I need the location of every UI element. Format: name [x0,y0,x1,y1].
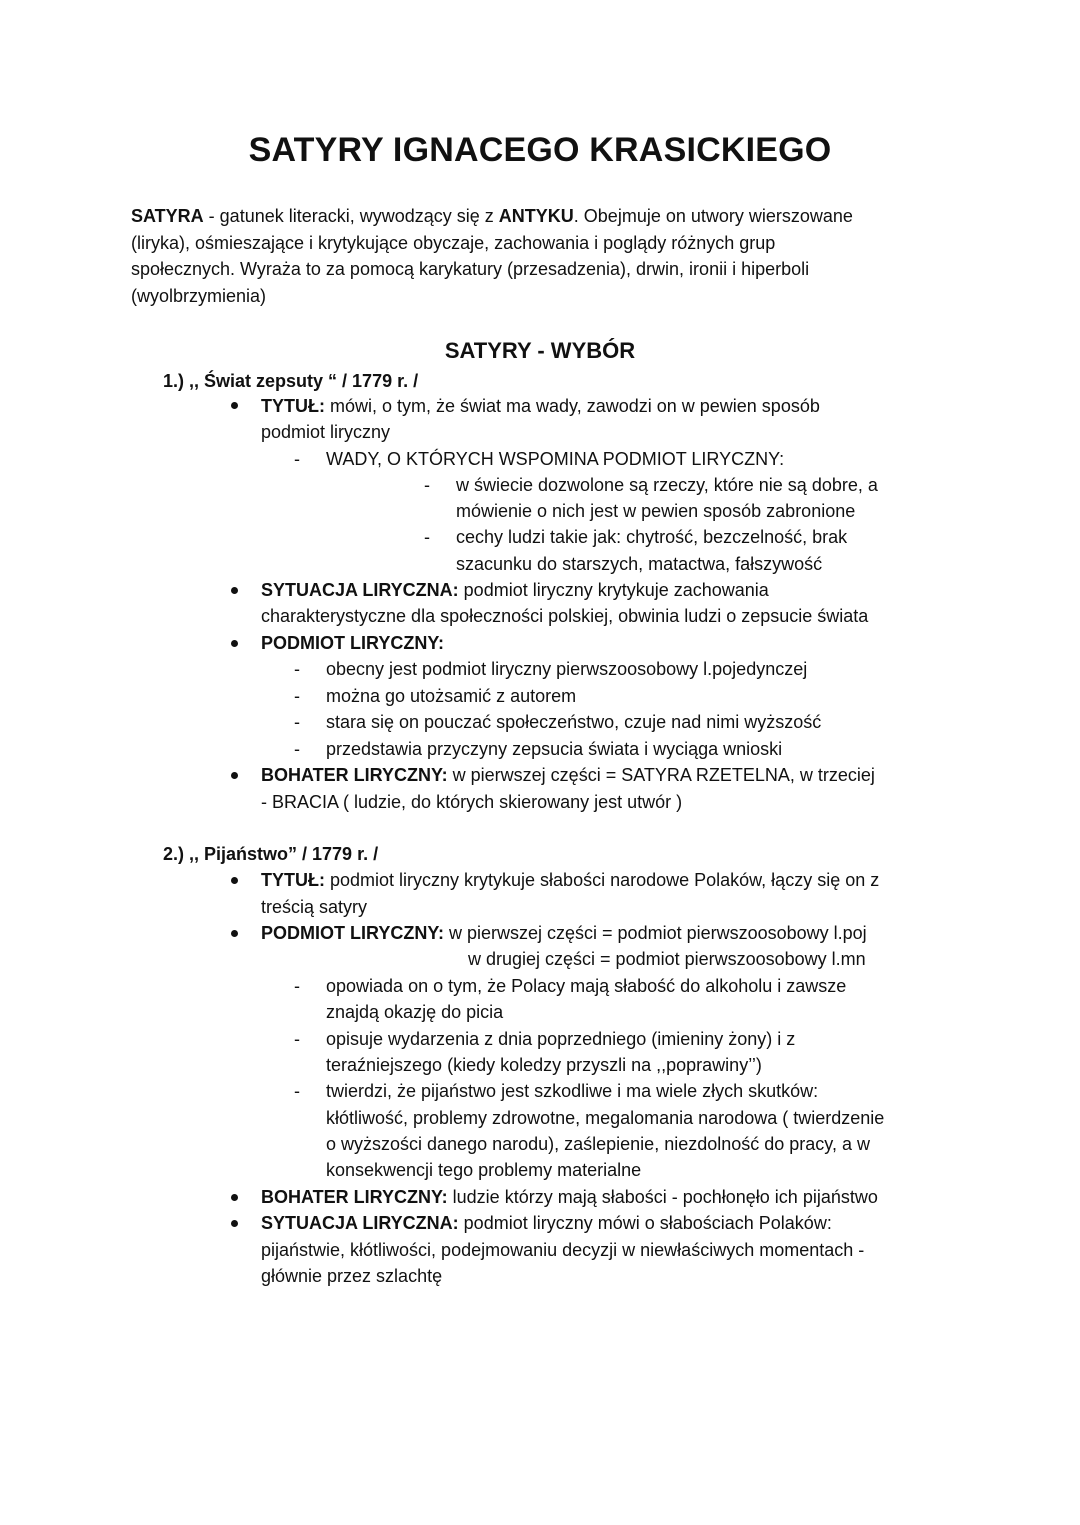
s2-podmiot-item-1-line-1: opowiada on o tym, że Polacy mają słabość do alkoholu i zawsze [326,976,847,996]
s2-tytul-label: TYTUŁ: [261,870,325,890]
s2-podmiot-item-2-line-1: opisuje wydarzenia z dnia poprzedniego (imieniny żony) i z [326,1029,796,1049]
s1-sytuacja-line-2: charakterystyczne dla społeczności polskiej, obwinia ludzi o zepsucie świata [261,606,869,626]
s1-bohater-text: w pierwszej części = SATYRA RZETELNA, w trzeciej [447,765,875,785]
s2-tytul-line-1 [261,867,879,894]
s2-sytuacja-line-3: głównie przez szlachtę [261,1266,443,1286]
intro-line-3: społecznych. Wyraża to za pomocą karykatury (przesadzenia), drwin, ironii i hiperboli [131,259,810,279]
s2-tytul-line-2: treścią satyry [261,897,368,917]
dash-icon: - [294,686,300,706]
bullet-icon [231,402,238,409]
s1-bohater-line-2: - BRACIA ( ludzie, do których skierowany jest utwór ) [261,792,683,812]
s1-sytuacja-line-1 [261,577,769,604]
s2-podmiot-line-1 [261,920,867,947]
s2-bohater-label: BOHATER LIRYCZNY: [261,1187,448,1207]
dash-icon: - [294,976,300,996]
s1-podmiot-label-text: PODMIOT LIRYCZNY: [261,633,444,653]
s2-sytuacja-line-2: pijaństwie, kłótliwości, podejmowaniu decyzji w niewłaściwych momentach - [261,1240,865,1260]
s1-wada-2-line-2: szacunku do starszych, matactwa, fałszywość [456,554,823,574]
intro-line-1 [131,203,961,230]
s2-podmiot-item-3-line-4: konsekwencji tego problemy materialne [326,1160,642,1180]
s2-sytuacja-line-1 [261,1210,832,1237]
dash-icon: - [424,475,430,495]
dash-icon: - [294,1081,300,1101]
intro-term-antyku: ANTYKU [498,206,574,226]
s1-sytuacja-text: podmiot liryczny krytykuje zachowania [458,580,769,600]
bullet-icon [231,587,238,594]
s1-podmiot-item-2: można go utożsamić z autorem [326,686,577,706]
s2-podmiot-item-3-line-1: twierdzi, że pijaństwo jest szkodliwe i ma wiele złych skutków: [326,1081,819,1101]
s1-wady-heading: WADY, O KTÓRYCH WSPOMINA PODMIOT LIRYCZNY: [326,449,785,469]
dash-icon: - [294,449,300,469]
s2-podmiot-text: w pierwszej części = podmiot pierwszoosobowy l.poj [444,923,867,943]
s1-sytuacja-label: SYTUACJA LIRYCZNA: [261,580,459,600]
s1-tytul-line-1 [261,393,820,420]
s2-sytuacja-text: podmiot liryczny mówi o słabościach Polaków: [458,1213,832,1233]
s1-podmiot-item-3: stara się on pouczać społeczeństwo, czuje nad nimi wyższość [326,712,822,732]
intro-line-4: (wyolbrzymienia) [131,285,267,306]
bullet-icon [231,877,238,884]
s2-podmiot-item-2-line-2: teraźniejszego (kiedy koledzy przyszli na ,,poprawiny’’) [326,1055,762,1075]
intro-text: . Obejmuje on utwory wierszowane [573,206,853,226]
s1-tytul-line-2: podmiot liryczny [261,422,391,442]
s2-sytuacja-label: SYTUACJA LIRYCZNA: [261,1213,459,1233]
s2-podmiot-item-1-line-2: znajdą okazję do picia [326,1002,504,1022]
s1-wada-1-line-1: w świecie dozwolone są rzeczy, które nie są dobre, a [456,475,878,495]
section-1-heading: 1.) ,, Świat zepsuty “ / 1779 r. / [163,371,419,391]
dash-icon: - [294,1029,300,1049]
s2-podmiot-line-2: w drugiej części = podmiot pierwszoosobowy l.mn [468,949,866,969]
s2-bohater-line-1 [261,1184,878,1211]
intro-line-2: (liryka), ośmieszające i krytykujące obyczaje, zachowania i poglądy różnych grup [131,232,776,253]
s2-tytul-text: podmiot liryczny krytykuje słabości narodowe Polaków, łączy się on z [324,870,880,890]
intro-text: - gatunek literacki, wywodzący się z [203,206,499,226]
intro-paragraph [131,203,961,309]
intro-term-satyra: SATYRA [131,206,204,226]
s1-podmiot-item-1: obecny jest podmiot liryczny pierwszoosobowy l.pojedynczej [326,659,808,679]
s1-wada-2-line-1: cechy ludzi takie jak: chytrość, bezczelność, brak [456,527,848,547]
s1-bohater-label: BOHATER LIRYCZNY: [261,765,448,785]
s2-podmiot-label: PODMIOT LIRYCZNY: [261,923,444,943]
bullet-icon [231,1194,238,1201]
bullet-icon [231,772,238,779]
s1-podmiot-label [261,630,444,657]
s1-podmiot-item-4: przedstawia przyczyny zepsucia świata i wyciąga wnioski [326,739,783,759]
section-subtitle: SATYRY - WYBÓR [444,338,636,363]
dash-icon: - [294,712,300,732]
dash-icon: - [294,739,300,759]
s1-tytul-label: TYTUŁ: [261,396,325,416]
dash-icon: - [424,527,430,547]
bullet-icon [231,1220,238,1227]
dash-icon: - [294,659,300,679]
document-title: SATYRY IGNACEGO KRASICKIEGO [248,131,832,169]
s2-bohater-text: ludzie którzy mają słabości - pochłonęło ich pijaństwo [447,1187,878,1207]
s1-wada-1-line-2: mówienie o nich jest w pewien sposób zabronione [456,501,856,521]
bullet-icon [231,640,238,647]
section-2-heading: 2.) ,, Pijaństwo” / 1779 r. / [163,844,379,864]
s1-bohater-line-1 [261,762,875,789]
s2-podmiot-item-3-line-3: o wyższości danego narodu), zaślepienie, niezdolność do pracy, a w [326,1134,870,1154]
s2-podmiot-item-3-line-2: kłótliwość, problemy zdrowotne, megalomania narodowa ( twierdzenie [326,1108,885,1128]
bullet-icon [231,930,238,937]
s1-tytul-text: mówi, o tym, że świat ma wady, zawodzi on w pewien sposób [324,396,820,416]
